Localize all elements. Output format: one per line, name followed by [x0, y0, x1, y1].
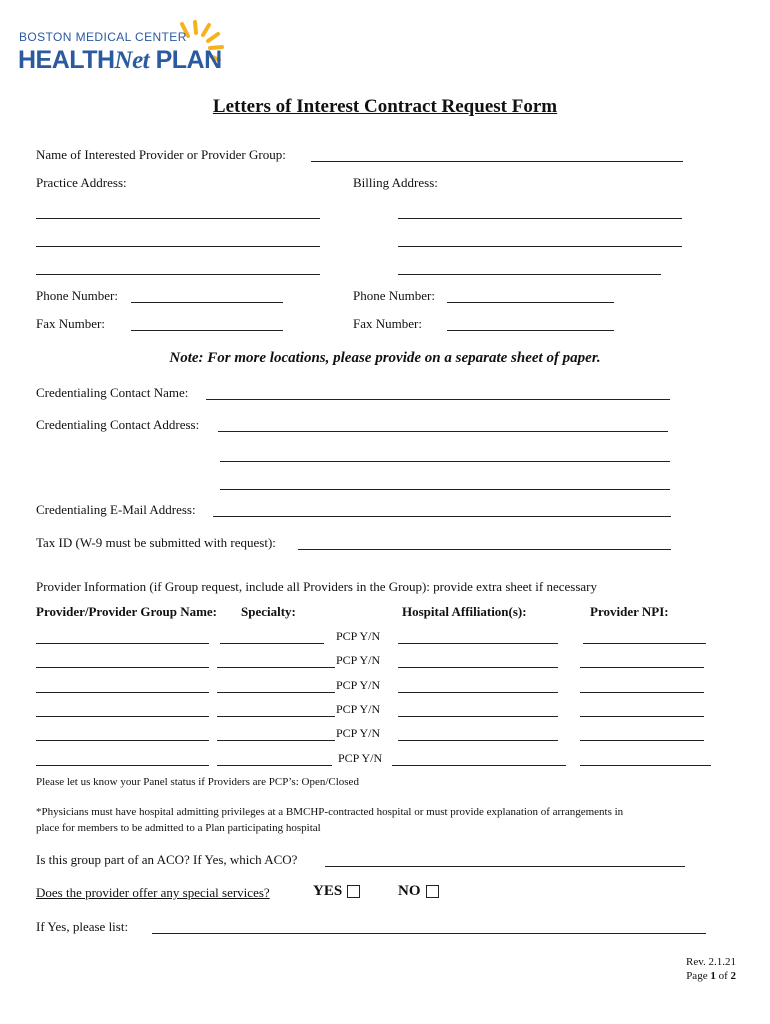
practice-address-line-3[interactable] [36, 274, 320, 275]
billing-address-line-2[interactable] [398, 246, 682, 247]
billing-address-line-1[interactable] [398, 218, 682, 219]
billing-phone-label: Phone Number: [353, 288, 435, 303]
cred-contact-address-line-3[interactable] [220, 489, 670, 490]
column-header-name: Provider/Provider Group Name: [36, 604, 218, 619]
hospital-cell[interactable] [392, 765, 566, 766]
npi-cell[interactable] [583, 643, 706, 644]
pcp-yn-label: PCP Y/N [338, 751, 383, 765]
specialty-cell[interactable] [217, 667, 335, 668]
npi-cell[interactable] [580, 740, 704, 741]
revision-label: Rev. 2.1.21 [685, 956, 736, 968]
cred-contact-name-field[interactable] [206, 399, 670, 400]
provider-name-cell[interactable] [36, 765, 209, 766]
billing-phone-field[interactable] [447, 302, 614, 303]
cred-contact-address-line-1[interactable] [218, 431, 668, 432]
cred-contact-address-label: Credentialing Contact Address: [36, 417, 200, 432]
pcp-yn-label: PCP Y/N [336, 726, 381, 740]
billing-address-label: Billing Address: [353, 175, 438, 190]
hospital-cell[interactable] [398, 740, 558, 741]
physicians-note-line-2: place for members to be admitted to a Plan participating hospital [36, 822, 321, 834]
special-services-question: Does the provider offer any special services? [36, 885, 270, 900]
hospital-cell[interactable] [398, 667, 558, 668]
hospital-cell[interactable] [398, 692, 558, 693]
specialty-cell[interactable] [217, 765, 332, 766]
physicians-note-line-1: *Physicians must have hospital admitting privileges at a BMCHP-contracted hospital or must provide explanation of arrangements in [36, 806, 624, 818]
specialty-cell[interactable] [217, 740, 335, 741]
npi-cell[interactable] [580, 765, 711, 766]
practice-address-line-1[interactable] [36, 218, 320, 219]
provider-name-cell[interactable] [36, 716, 209, 717]
specialty-cell[interactable] [217, 692, 335, 693]
provider-name-cell[interactable] [36, 692, 209, 693]
yes-label: YES [313, 883, 343, 899]
provider-name-cell[interactable] [36, 667, 209, 668]
practice-phone-label: Phone Number: [36, 288, 118, 303]
cred-contact-address-line-2[interactable] [220, 461, 670, 462]
hospital-cell[interactable] [398, 716, 558, 717]
aco-field[interactable] [325, 866, 685, 867]
practice-fax-field[interactable] [131, 330, 283, 331]
provider-info-instructions: Provider Information (if Group request, include all Providers in the Group): provide extra sheet if necessary [36, 579, 597, 594]
tax-id-field[interactable] [298, 549, 671, 550]
npi-cell[interactable] [580, 667, 704, 668]
cred-email-field[interactable] [213, 516, 671, 517]
provider-name-field[interactable] [311, 161, 683, 162]
billing-fax-label: Fax Number: [353, 316, 422, 331]
column-header-specialty: Specialty: [241, 604, 296, 619]
tax-id-label: Tax ID (W-9 must be submitted with request): [36, 535, 276, 550]
yes-checkbox[interactable] [347, 885, 360, 898]
cred-email-label: Credentialing E-Mail Address: [36, 502, 196, 517]
pcp-yn-label: PCP Y/N [336, 678, 381, 692]
practice-fax-label: Fax Number: [36, 316, 105, 331]
practice-address-line-2[interactable] [36, 246, 320, 247]
hospital-cell[interactable] [398, 643, 558, 644]
npi-cell[interactable] [580, 692, 704, 693]
specialty-cell[interactable] [217, 716, 335, 717]
special-services-field[interactable] [152, 933, 706, 934]
billing-address-line-3[interactable] [398, 274, 661, 275]
provider-name-cell[interactable] [36, 643, 209, 644]
billing-fax-field[interactable] [447, 330, 614, 331]
page-indicator: Page 1 of 2 [686, 970, 736, 982]
pcp-yn-label: PCP Y/N [336, 702, 381, 716]
provider-name-label: Name of Interested Provider or Provider Group: [36, 147, 286, 162]
pcp-yn-label: PCP Y/N [336, 653, 381, 667]
logo-org-name: BOSTON MEDICAL CENTER [19, 30, 187, 44]
no-checkbox[interactable] [426, 885, 439, 898]
specialty-cell[interactable] [220, 643, 324, 644]
locations-note: Note: For more locations, please provide on a separate sheet of paper. [169, 350, 601, 366]
practice-phone-field[interactable] [131, 302, 283, 303]
npi-cell[interactable] [580, 716, 704, 717]
pcp-yn-label: PCP Y/N [336, 629, 381, 643]
logo-wordmark: HEALTHNet PLAN [18, 46, 222, 74]
form-title: Letters of Interest Contract Request Form [212, 96, 558, 117]
if-yes-label: If Yes, please list: [36, 919, 129, 934]
cred-contact-name-label: Credentialing Contact Name: [36, 385, 189, 400]
no-label: NO [398, 883, 421, 899]
column-header-npi: Provider NPI: [590, 604, 669, 619]
practice-address-label: Practice Address: [36, 175, 127, 190]
aco-question: Is this group part of an ACO? If Yes, which ACO? [36, 852, 298, 867]
panel-status-note: Please let us know your Panel status if Providers are PCP’s: Open/Closed [36, 776, 359, 788]
provider-name-cell[interactable] [36, 740, 209, 741]
column-header-hospital: Hospital Affiliation(s): [402, 604, 527, 619]
